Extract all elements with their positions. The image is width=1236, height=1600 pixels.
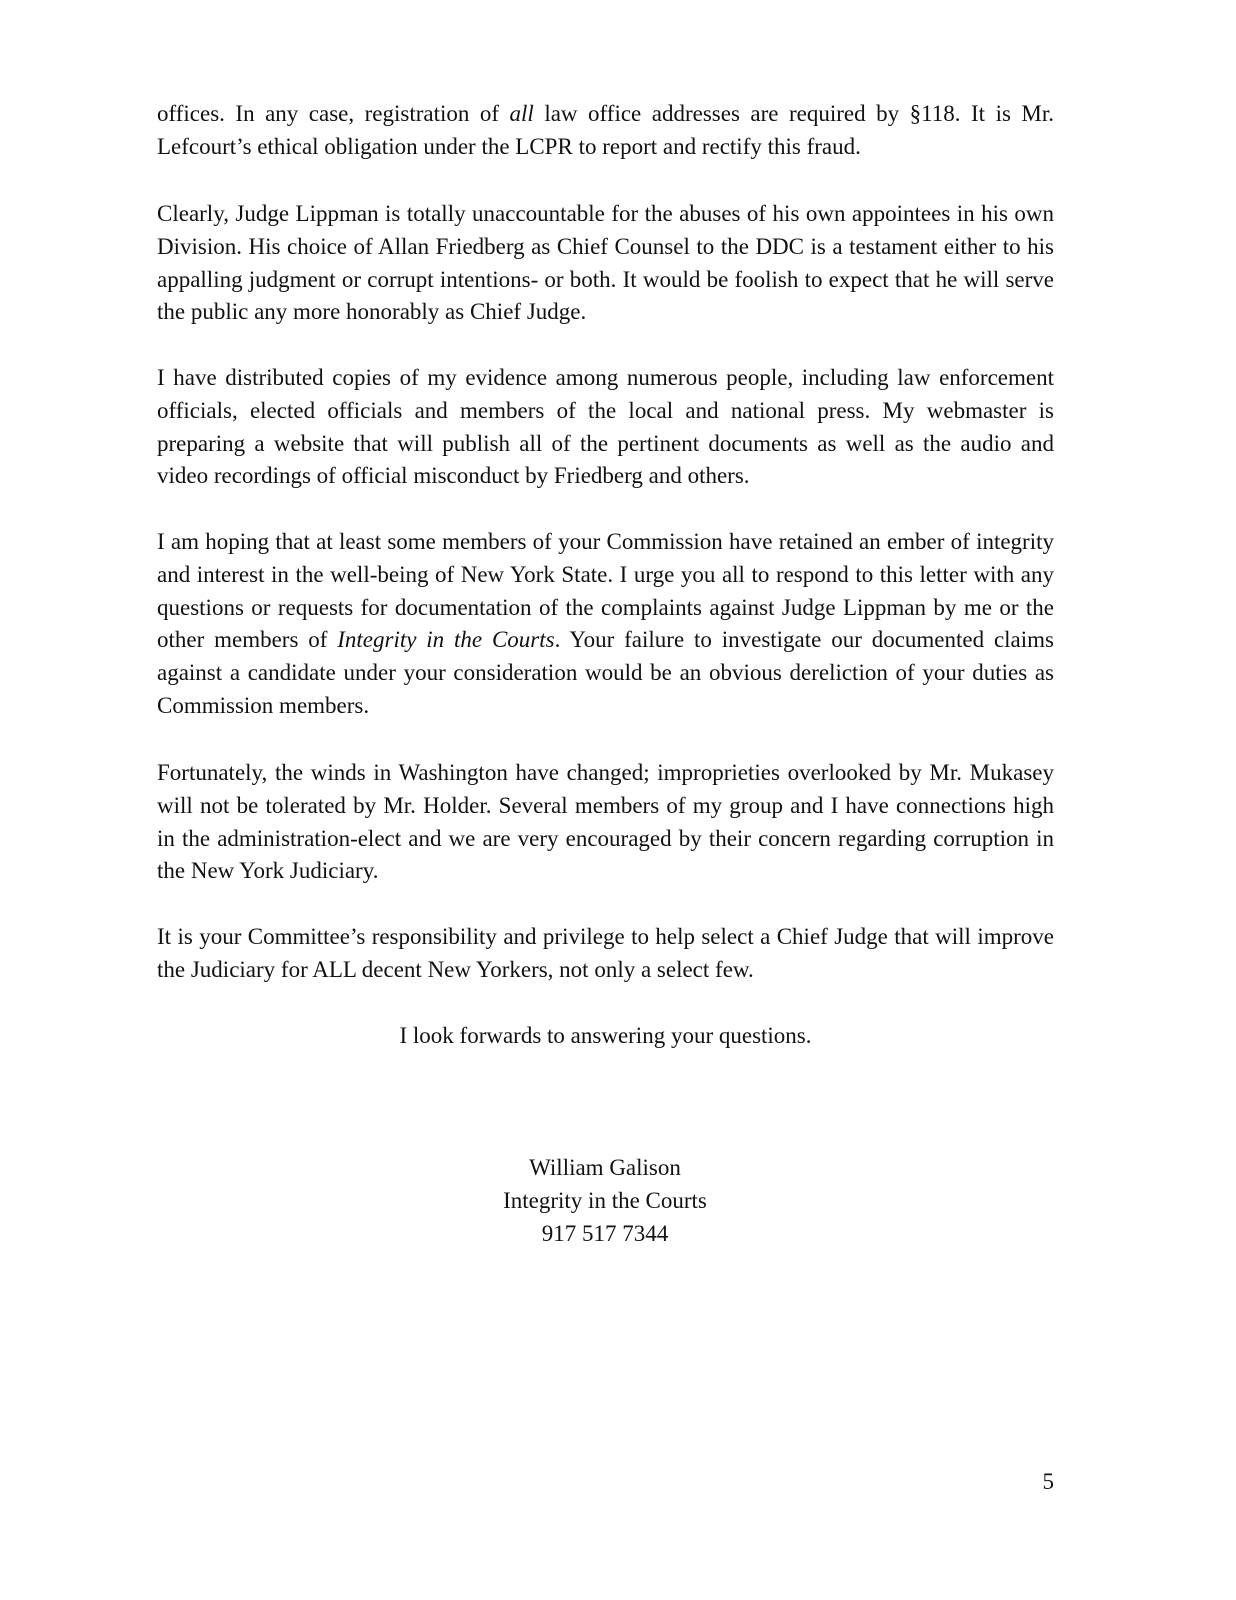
paragraph-washington-winds: Fortunately, the winds in Washington have changed; improprieties overlooked by Mr. Mukasey will not be tolerated by Mr. Holder. Several members of my group and I have connections high in the administration-elect and we are very encouraged by their concern regarding corruption in the New York Judiciary. — [157, 760, 1054, 884]
paragraph-text: . Your failure to investigate our documented claims against a candidate under your consideration would be an obvious dereliction of your duties as Commission members. — [157, 627, 1054, 718]
paragraph-lippman-unaccountable: Clearly, Judge Lippman is totally unaccountable for the abuses of his own appointees in his own Division. His choice of Allan Friedberg as Chief Counsel to the DDC is a testament either to his appalling judgment or corrupt intentions- or both. It would be foolish to expect that he will serve the public any more honorably as Chief Judge. — [157, 201, 1054, 325]
paragraph-registration — [157, 98, 1054, 164]
signature-name: William Galison — [529, 1155, 681, 1180]
emphasis-text: Integrity in the Courts — [337, 627, 555, 653]
emphasis-text: all — [509, 101, 534, 126]
signature-block — [410, 1152, 800, 1250]
paragraph-evidence-distributed: I have distributed copies of my evidence among numerous people, including law enforcement officials, elected officials and members of the local and national press. My webmaster is preparing a website that will publish all of the pertinent documents as well as the audio and video recordings of official misconduct by Friedberg and others. — [157, 365, 1054, 489]
paragraph-text: law office addresses are required by §118. It is Mr. Lefcourt’s ethical obligation under the LCPR to report and rectify this fraud. — [157, 101, 1055, 159]
signature-organization: Integrity in the Courts — [503, 1187, 707, 1213]
paragraph-text: I am hoping that at least some members of your Commission have retained an ember of integrity and interest in the well-being of New York State. I urge you all to respond to this letter with any questions or requests for documentation of the complaints against Judge Lippman by me or the other members of — [157, 529, 1054, 653]
signature-phone: 917 517 7344 — [541, 1220, 669, 1246]
paragraph-committee-responsibility: It is your Committee’s responsibility and privilege to help select a Chief Judge that will improve the Judiciary for ALL decent New Yorkers, not only a select few. — [157, 924, 1054, 982]
paragraph-commission-appeal — [157, 526, 1054, 723]
page-number: 5 — [1042, 1469, 1054, 1494]
closing-line: I look forwards to answering your questions. — [399, 1023, 812, 1048]
paragraph-text: offices. In any case, registration of — [157, 101, 510, 126]
